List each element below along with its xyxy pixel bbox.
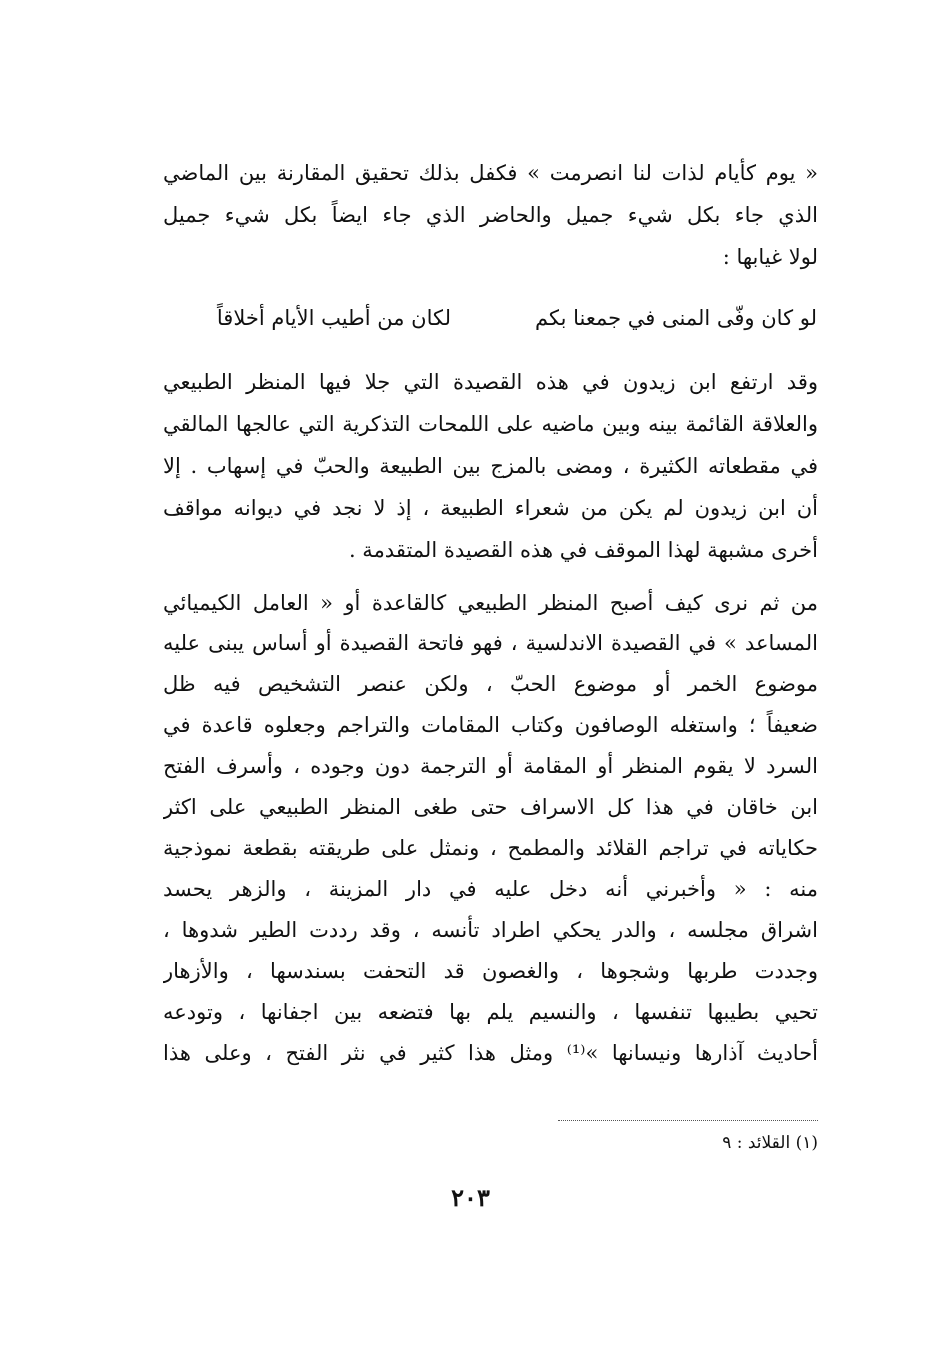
text-line: وجددت طربها وشجوها ، والغصون قد التحفت بسندسها ، والأزهار (163, 959, 818, 983)
text-line: لولا غيابها : (722, 245, 818, 269)
footnote: (١) القلائد : ٩ (722, 1133, 818, 1153)
text-line: أحاديث آذارها ونيسانها »⁽¹⁾ ومثل هذا كثير في نثر الفتح ، وعلى هذا (163, 1041, 818, 1065)
text-line: اشراق مجلسه ، والدر يحكي اطراد تأنسه ، وقد رددت الطير شدوها ، (163, 918, 818, 942)
footnote-divider (558, 1120, 818, 1121)
text-line: السرد لا يقوم المنظر أو المقامة أو الترجمة دون وجوده ، وأسرف الفتح (163, 754, 818, 778)
text-line: في مقطعاته الكثيرة ، ومضى بالمزج بين الطبيعة والحبّ في إسهاب . إلا (163, 454, 818, 478)
text-line: ابن خاقان في هذا كل الاسراف حتى طغى المنظر الطبيعي على اكثر (163, 795, 818, 819)
text-line: أخرى مشبهة لهذا الموقف في هذه القصيدة المتقدمة . (348, 538, 818, 562)
verse-second-hemistich: لكان من أطيب الأيام أخلاقاً (216, 306, 451, 330)
text-line: ضعيفاً ؛ واستغله الوصافون وكتاب المقامات والتراجم وجعلوه قاعدة في (163, 713, 818, 737)
page-number: ٢٠٣ (451, 1183, 490, 1212)
verse-first-hemistich: لو كان وفّى المنى في جمعنا بكم (535, 306, 817, 330)
text-line: منه : « وأخبرني أنه دخل عليه في دار المزينة ، والزهر يحسد (163, 877, 818, 901)
text-line: موضوع الخمر أو موضوع الحبّ ، ولكن عنصر التشخيص فيه ظل (163, 672, 818, 696)
text-line: والعلاقة القائمة بينه وبين ماضيه على اللمحات التذكرية التي عالجها المالقي (163, 412, 818, 436)
text-line: أن ابن زيدون لم يكن من شعراء الطبيعة ، إذ لا نجد في ديوانه مواقف (163, 496, 818, 520)
text-line: وقد ارتفع ابن زيدون في هذه القصيدة التي جلا فيها المنظر الطبيعي (163, 370, 818, 394)
text-line: « يوم كأيام لذات لنا انصرمت » فكفل بذلك تحقيق المقارنة بين الماضي (163, 161, 818, 185)
text-line: الذي جاء بكل شيء جميل والحاضر الذي جاء ايضاً بكل شيء جميل (163, 203, 818, 227)
text-line: حكاياته في تراجم القلائد والمطمح ، ونمثل على طريقته بقطعة نموذجية (163, 836, 818, 860)
text-line: تحيي بطيبها تنفسها ، والنسيم يلم بها فتضعه بين اجفانها ، وتودعه (163, 1000, 818, 1024)
text-line: من ثم نرى كيف أصبح المنظر الطبيعي كالقاعدة أو « العامل الكيميائي (163, 591, 818, 615)
text-line: المساعد » في القصيدة الاندلسية ، فهو فاتحة القصيدة أو أساس يبنى عليه (163, 631, 818, 655)
